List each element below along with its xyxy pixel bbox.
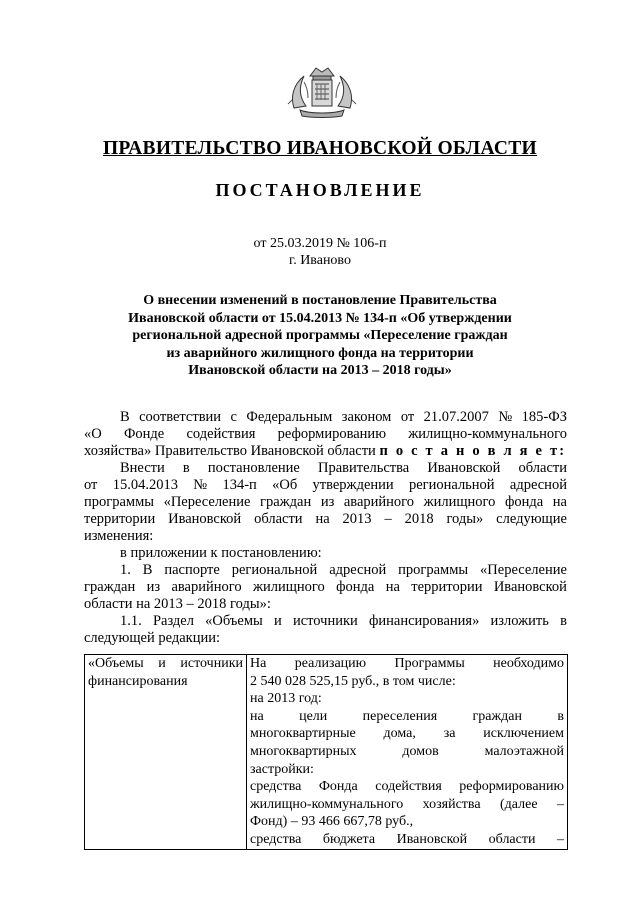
table-row <box>85 655 568 850</box>
document-type: ПОСТАНОВЛЕНИЕ <box>215 180 425 200</box>
table-cell-content <box>247 655 568 850</box>
body-line: изменения: <box>84 528 154 544</box>
org-title: ПРАВИТЕЛЬСТВО ИВАНОВСКОЙ ОБЛАСТИ <box>102 138 538 159</box>
body-line: от 15.04.2013 № 134-п «Об утверждении региональной адресной <box>84 477 567 493</box>
body-line: 1.1. Раздел «Объемы и источники финансирования» изложить в <box>120 613 567 629</box>
city-line: г. Иваново <box>289 253 351 268</box>
cell-line: многоквартирные дома, за исключением <box>250 726 564 742</box>
cell-line: Фонд) – 93 466 667,78 руб., <box>250 814 414 830</box>
body-line: Внести в постановление Правительства Ивановской области <box>120 460 567 476</box>
body-line: области на 2013 – 2018 годы»: <box>84 596 271 612</box>
cell-line: застройки: <box>250 761 314 777</box>
coat-of-arms-icon <box>286 60 358 120</box>
cell-line: средства бюджета Ивановской области – <box>250 831 564 847</box>
body-line: программы «Переселение граждан из аварийного жилищного фонда на <box>84 494 567 510</box>
cell-line: жилищно-коммунального хозяйства (далее – <box>250 796 564 812</box>
body-line: территории Ивановской области на 2013 – 2018 годы» следующие <box>84 511 567 527</box>
subject-line: региональной адресной программы «Переселение граждан <box>132 328 508 343</box>
decree-word: п о с т а н о в л я е т: <box>379 443 567 459</box>
cell-line: многоквартирных домов малоэтажной <box>250 743 564 759</box>
subject-line: Ивановской области на 2013 – 2018 годы» <box>188 363 452 378</box>
body-line: В соответствии с Федеральным законом от 21.07.2007 № 185-ФЗ <box>120 409 567 425</box>
cell-line: на цели переселения граждан в <box>250 708 564 724</box>
body-line: 1. В паспорте региональной адресной программы «Переселение <box>120 562 567 578</box>
cell-line: средства Фонда содействия реформированию <box>250 779 564 795</box>
subject-line: Ивановской области от 15.04.2013 № 134-п «Об утверждении <box>128 310 512 326</box>
body-line: в приложении к постановлению: <box>120 545 322 561</box>
body-line: следующей редакции: <box>84 630 221 646</box>
cell-line: «Объемы и источники <box>88 656 243 671</box>
document-subject <box>90 292 550 380</box>
cell-line: на 2013 год: <box>250 691 322 707</box>
financing-table <box>84 654 568 850</box>
body-line: «О Фонде содействия реформированию жилищно-коммунального <box>84 426 567 442</box>
document-body <box>84 409 567 647</box>
table-cell-label <box>85 655 247 850</box>
cell-line: На реализацию Программы необходимо <box>250 656 564 671</box>
body-text: хозяйства» Правительство Ивановской области <box>84 443 376 459</box>
date-number-line: от 25.03.2019 № 106-п <box>253 236 387 251</box>
cell-line: финансирования <box>88 673 188 689</box>
cell-line: 2 540 028 525,15 руб., в том числе: <box>250 673 456 689</box>
body-line <box>84 443 567 460</box>
body-line: граждан из аварийного жилищного фонда на территории Ивановской <box>84 579 567 595</box>
subject-line: О внесении изменений в постановление Правительства <box>143 293 497 308</box>
subject-line: из аварийного жилищного фонда на территории <box>166 345 474 361</box>
